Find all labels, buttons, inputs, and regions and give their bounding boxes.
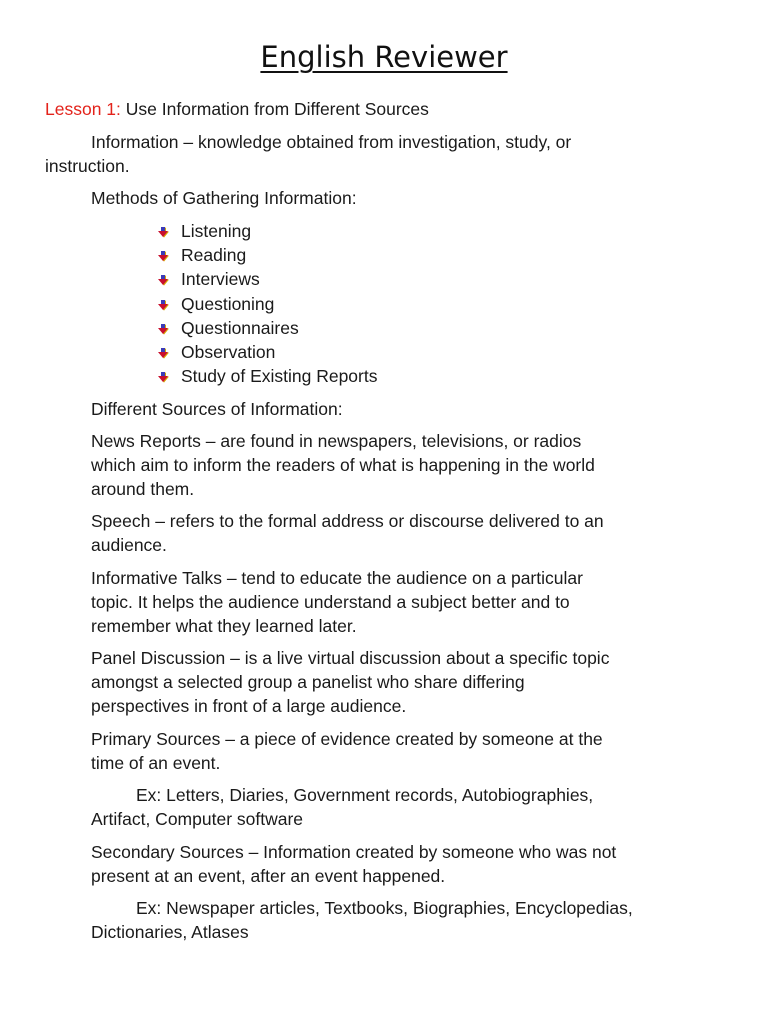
information-definition-line-1: Information – knowledge obtained from investigation, study, or: [91, 132, 572, 152]
information-definition-line-2: instruction.: [45, 156, 130, 176]
sources-heading: Different Sources of Information:: [91, 399, 343, 419]
list-item-label: Questionnaires: [181, 317, 299, 338]
panel-discussion-line-2: amongst a selected group a panelist who share differing: [91, 672, 525, 692]
lesson-title: Use Information from Different Sources: [125, 99, 429, 119]
primary-sources-line-2: time of an event.: [91, 753, 221, 773]
arrow-bullet-icon: [158, 347, 170, 359]
arrow-bullet-icon: [158, 371, 170, 383]
secondary-sources-example-line-2: Dictionaries, Atlases: [91, 922, 249, 942]
list-item-label: Interviews: [181, 269, 260, 290]
document-title-text: English Reviewer: [260, 40, 508, 74]
informative-talks-line-2: topic. It helps the audience understand a subject better and to: [91, 592, 570, 612]
secondary-sources-example-line-1: Ex: Newspaper articles, Textbooks, Biographies, Encyclopedias,: [136, 898, 633, 918]
speech-line-2: audience.: [91, 535, 167, 555]
news-reports-line-3: around them.: [91, 479, 195, 499]
news-reports-line-2: which aim to inform the readers of what is happening in the world: [91, 455, 595, 475]
list-item-label: Reading: [181, 245, 247, 266]
list-item-label: Questioning: [181, 293, 275, 314]
primary-sources-example-line-2: Artifact, Computer software: [91, 809, 304, 829]
secondary-sources-line-2: present at an event, after an event happened.: [91, 866, 446, 886]
primary-sources-line-1: Primary Sources – a piece of evidence created by someone at the: [91, 729, 603, 749]
methods-heading: Methods of Gathering Information:: [91, 188, 357, 208]
arrow-bullet-icon: [158, 226, 170, 238]
list-item-label: Study of Existing Reports: [181, 366, 378, 387]
arrow-bullet-icon: [158, 250, 170, 262]
secondary-sources-line-1: Secondary Sources – Information created by someone who was not: [91, 842, 617, 862]
arrow-bullet-icon: [158, 299, 170, 311]
speech-line-1: Speech – refers to the formal address or discourse delivered to an: [91, 511, 604, 531]
news-reports-line-1: News Reports – are found in newspapers, televisions, or radios: [91, 431, 582, 451]
lesson-heading: [45, 97, 429, 121]
arrow-bullet-icon: [158, 274, 170, 286]
primary-sources-example-line-1: Ex: Letters, Diaries, Government records, Autobiographies,: [136, 785, 594, 805]
informative-talks-line-1: Informative Talks – tend to educate the audience on a particular: [91, 568, 583, 588]
arrow-bullet-icon: [158, 323, 170, 335]
panel-discussion-line-1: Panel Discussion – is a live virtual discussion about a specific topic: [91, 648, 610, 668]
list-item-label: Observation: [181, 341, 276, 362]
document-title: [0, 38, 768, 76]
informative-talks-line-3: remember what they learned later.: [91, 616, 357, 636]
list-item-label: Listening: [181, 221, 252, 241]
lesson-label: Lesson 1:: [45, 99, 121, 119]
panel-discussion-line-3: perspectives in front of a large audience.: [91, 696, 407, 716]
